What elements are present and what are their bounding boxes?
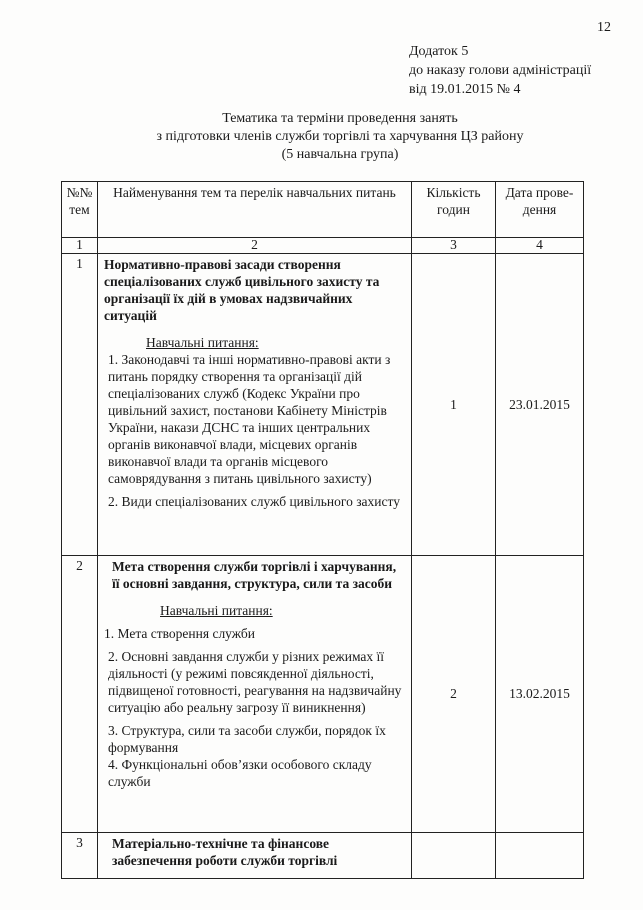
date-cell: 13.02.2015 (496, 556, 584, 833)
table-row (62, 833, 584, 879)
question-item: 4. Функціональні обов’язки особового складу служби (108, 757, 372, 789)
title-line-1: Тематика та терміни проведення занять (222, 111, 458, 126)
column-number: 4 (496, 238, 584, 254)
topic-cell (98, 254, 412, 556)
header-hours: Кількість годин (412, 182, 496, 238)
topic-title: Нормативно-правові засади створення спеціалізованих служб цивільного захисту та організації їх дій в умовах надзвичайних ситуацій (104, 257, 380, 323)
hours-cell (412, 833, 496, 879)
title-line-3: (5 навчальна група) (281, 147, 399, 162)
header-topic-name: Найменування тем та перелік навчальних питань (98, 182, 412, 238)
question-item: 3. Структура, сили та засоби служби, порядок їх формування (108, 723, 386, 755)
questions-subtitle: Навчальні питання: (160, 603, 273, 618)
page-number: 12 (597, 20, 611, 35)
table-header-row (62, 182, 584, 238)
topic-cell (98, 833, 412, 879)
topic-number: 2 (62, 556, 98, 833)
hours-cell: 1 (412, 254, 496, 556)
column-number: 2 (98, 238, 412, 254)
column-number: 1 (62, 238, 98, 254)
question-item: 2. Основні завдання служби у різних режимах її діяльності (у режимі повсякденної діяльності, підвищеної готовності, реагування на надзвичайну ситуацію або реальну загрозу її виникнення) (108, 649, 402, 715)
title-line-2: з підготовки членів служби торгівлі та харчування ЦЗ району (156, 129, 524, 144)
schedule-table (61, 181, 584, 879)
question-item: 2. Види спеціалізованих служб цивільного захисту (108, 494, 400, 509)
table-row (62, 254, 584, 556)
date-cell (496, 833, 584, 879)
hours-cell: 2 (412, 556, 496, 833)
question-item: 1. Законодавчі та інші нормативно-правові акти з питань порядку створення та організації дій спеціалізованих служб (Кодекс України про цивільний захист, постанови Кабінету Міністрів України, накази ДСНС та інших центральних органів виконавчої влади, місцевих органів виконавчої влади та органів місцевого самоврядування з питань цивільного захисту) (108, 352, 391, 486)
document-title (40, 110, 640, 164)
table-row (62, 556, 584, 833)
column-number: 3 (412, 238, 496, 254)
topic-title: Мета створення служби торгівлі і харчування, її основні завдання, структура, сили та засоби (112, 559, 397, 591)
question-item: 1. Мета створення служби (104, 626, 255, 641)
topic-cell (98, 556, 412, 833)
topic-number: 1 (62, 254, 98, 556)
questions-subtitle: Навчальні питання: (146, 335, 259, 350)
header-topic-number: №№ тем (62, 182, 98, 238)
header-date: Дата прове-дення (496, 182, 584, 238)
column-number-row (62, 238, 584, 254)
appendix-line-3: від 19.01.2015 № 4 (409, 82, 521, 97)
date-cell: 23.01.2015 (496, 254, 584, 556)
appendix-line-2: до наказу голови адміністрації (409, 63, 592, 78)
topic-number: 3 (62, 833, 98, 879)
appendix-line-1: Додаток 5 (409, 44, 469, 59)
topic-title: Матеріально-технічне та фінансове забезпечення роботи служби торгівлі (112, 836, 338, 868)
appendix-header (409, 42, 591, 99)
